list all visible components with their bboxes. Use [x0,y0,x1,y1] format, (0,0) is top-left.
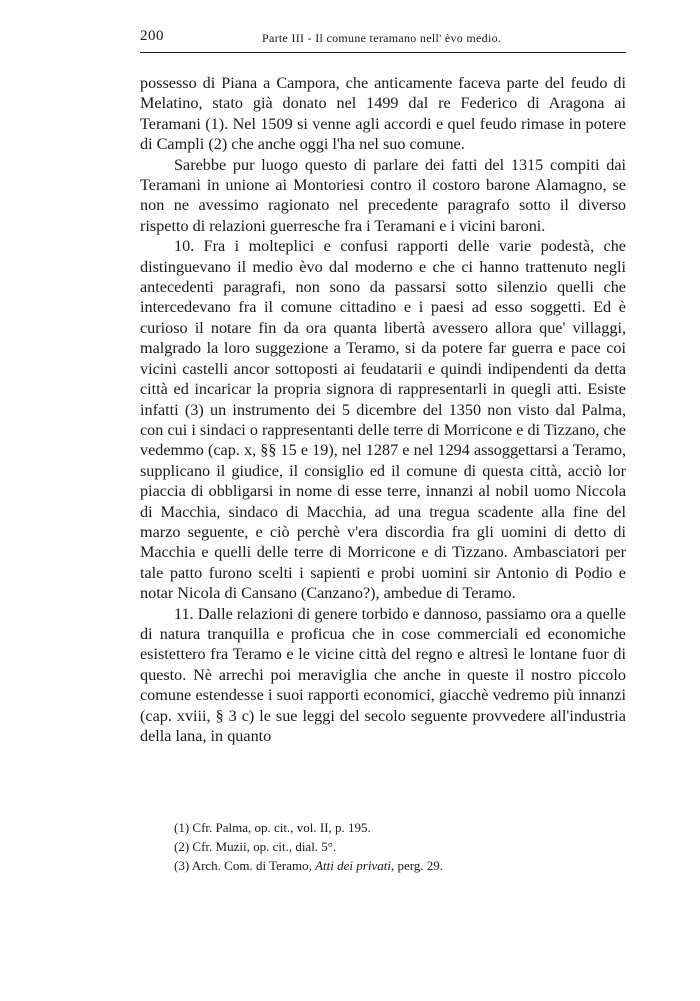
footnote-italic-title: Atti dei privati [315,858,391,873]
footnote-prefix: (3) Arch. Com. di Teramo, [174,858,316,873]
paragraph: 10. Fra i molteplici e confusi rapporti delle varie podestà, che distinguevano il medio èvo dal moderno e che ci hanno trattenuto negli antecedenti paragrafi, non sono da passarsi sotto silenzio quelli che intercedevano fra il comune cittadino e i paesi ad esso soggetti. Ed è curioso il notare fin da ora quanta libertà avessero allora que' villaggi, malgrado la loro suggezione a Teramo, si da potere far guerra e pace coi vicini castelli ancor sottoposti ai feudatarii e quindi indipendenti da detta città ed incaricar la propria signora di rappresentarli in quegli atti. Esiste infatti (3) un instrumento dei 5 dicembre del 1350 non visto dal Palma, con cui i sindaci o rappresentanti delle terre di Morricone e di Tizzano, che vedemmo (cap. x, §§ 15 e 19), nel 1287 e nel 1294 assoggettarsi a Teramo, supplicano il giudice, il consiglio ed il comune di questa città, acciò lor piaccia di obbligarsi in nome di esse terre, innanzi al nobil uomo Niccola di Macchia, sindaco di Macchia, ad una tregua scadente alla fine del marzo seguente, e ciò perchè v'era discordia fra gli uomini di detto di Macchia e quelli delle terre di Morricone e di Tizzano. Ambasciatori per tale patto furono scelti i sapienti e probi uomini sir Antonio di Podio e notar Nicola di Cansano (Canzano?), ambedue di Teramo. [140,237,626,603]
paragraph: 11. Dalle relazioni di genere torbido e dannoso, passiamo ora a quelle di natura tranquilla e proficua che in cose commerciali ed economiche esistettero fra Teramo e le vicine città del regno e altresì le lontane fuor di questo. Nè arrechi poi meraviglia che anche in queste il nostro piccolo comune estendesse i suoi rapporti economici, giacchè vedremo più innanzi (cap. xviii, § 3 c) le sue leggi del secolo seguente provvedere all'industria della lana, in quanto [140,604,626,745]
footnote-suffix: , perg. 29. [390,858,444,873]
footnote: (2) Cfr. Muzii, op. cit., dial. 5°. [174,839,337,854]
page-number: 200 [140,28,164,44]
footnote [174,856,614,875]
footnote: (1) Cfr. Palma, op. cit., vol. II, p. 195. [174,820,371,835]
body-text [140,73,626,746]
running-head: Parte III - Il comune teramano nell' èvo medio. [262,31,502,45]
page-header [140,28,626,53]
paragraph: Sarebbe pur luogo questo di parlare dei fatti del 1315 compiti dai Teramani in unione ai Montoriesi contro il costoro barone Alamagno, se non ne avessimo ragionato nel precedente paragrafo sotto il diverso rispetto di relazioni guerresche fra i Teramani e i vicini baroni. [140,155,626,235]
footnotes [174,818,614,875]
paragraph: possesso di Piana a Campora, che anticamente faceva parte del feudo di Melatino, stato già donato nel 1499 dal re Federico di Aragona ai Teramani (1). Nel 1509 si venne agli accordi e quel feudo rimase in potere di Campli (2) che anche oggi l'ha nel suo comune. [140,74,626,154]
